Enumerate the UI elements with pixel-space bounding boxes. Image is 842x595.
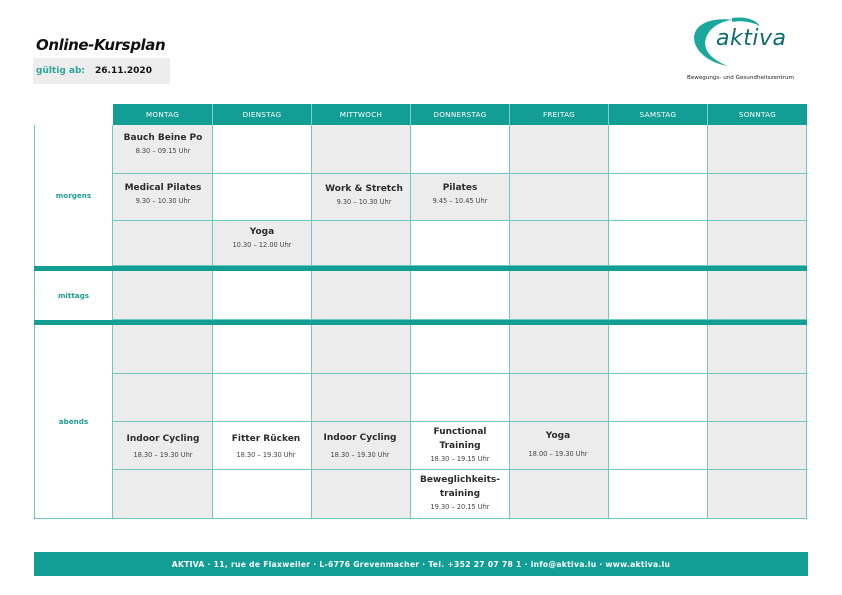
course-time: 18.30 – 19.30 Uhr xyxy=(236,451,296,459)
course-thursday-2 xyxy=(433,181,488,206)
schedule-cell xyxy=(708,374,807,422)
schedule-cell xyxy=(708,271,807,320)
schedule-cell xyxy=(113,271,213,320)
day-header-friday: FREITAG xyxy=(510,104,609,125)
schedule-cell xyxy=(708,422,807,470)
schedule-cell xyxy=(708,221,807,266)
schedule-cell xyxy=(312,470,411,519)
schedule-cell xyxy=(510,125,609,174)
course-monday-1 xyxy=(124,131,203,156)
schedule-cell xyxy=(708,125,807,174)
schedule-cell xyxy=(708,470,807,519)
course-monday-evening xyxy=(127,432,200,460)
day-header-thursday: DONNERSTAG xyxy=(411,104,510,125)
course-thursday-evening xyxy=(430,426,489,464)
day-header-monday: MONTAG xyxy=(113,104,213,125)
course-tuesday-evening xyxy=(232,432,300,460)
schedule-cell xyxy=(510,470,609,519)
course-time: 18.30 – 19.15 Uhr xyxy=(430,455,490,463)
schedule-cell xyxy=(510,221,609,266)
schedule-cell xyxy=(213,325,312,374)
course-time: 9.45 – 10.45 Uhr xyxy=(432,197,488,205)
course-name: Indoor Cycling xyxy=(126,434,200,444)
valid-from-date: 26.11.2020 xyxy=(95,66,152,76)
schedule-cell xyxy=(609,374,708,422)
course-thursday-late xyxy=(420,474,500,512)
day-header-tuesday: DIENSTAG xyxy=(213,104,312,125)
course-time: 9.30 – 10.30 Uhr xyxy=(135,197,191,205)
course-name: Medical Pilates xyxy=(124,183,202,193)
course-time: 19.30 – 20.15 Uhr xyxy=(430,503,490,511)
period-label-morning: morgens xyxy=(34,125,113,266)
footer-contact: AKTIVA · 11, rue de Flaxweiler · L-6776 Grevenmacher · Tel. +352 27 07 78 1 · info@aktiva.lu · www.aktiva.lu xyxy=(34,552,808,576)
course-friday-evening xyxy=(528,429,587,459)
schedule-cell xyxy=(213,374,312,422)
course-time: 18.00 – 19.30 Uhr xyxy=(528,450,588,458)
schedule-cell xyxy=(609,125,708,174)
course-time: 8.30 – 09.15 Uhr xyxy=(135,147,191,155)
schedule-cell xyxy=(510,325,609,374)
course-name: Yoga xyxy=(249,227,275,237)
schedule-cell xyxy=(113,221,213,266)
schedule-cell xyxy=(510,271,609,320)
course-name-line-1: Beweglichkeits- xyxy=(419,475,501,485)
schedule-cell xyxy=(609,174,708,221)
course-tuesday-3 xyxy=(232,225,291,250)
course-wednesday-2 xyxy=(325,182,403,207)
course-name: Yoga xyxy=(545,431,571,441)
course-name-line-2: training xyxy=(439,489,481,499)
schedule-cell xyxy=(213,125,312,174)
day-header-saturday: SAMSTAG xyxy=(609,104,708,125)
page-title: Online-Kursplan xyxy=(36,36,166,54)
schedule-cell xyxy=(213,174,312,221)
schedule-cell xyxy=(708,325,807,374)
course-time: 18.30 – 19.30 Uhr xyxy=(330,451,390,459)
schedule-cell xyxy=(213,470,312,519)
schedule-cell xyxy=(411,374,510,422)
schedule-cell xyxy=(312,271,411,320)
course-name: Work & Stretch xyxy=(325,184,403,194)
period-label-evening: abends xyxy=(34,325,113,519)
schedule-cell xyxy=(609,470,708,519)
valid-from-box xyxy=(33,58,170,84)
valid-from-label: gültig ab: xyxy=(36,66,86,76)
schedule-cell xyxy=(609,325,708,374)
logo-tagline: Bewegungs- und Gesundheitszentrum xyxy=(687,75,795,81)
schedule-cell xyxy=(510,374,609,422)
schedule-cell xyxy=(312,325,411,374)
course-time: 10.30 – 12.00 Uhr xyxy=(232,241,292,249)
schedule-cell xyxy=(312,221,411,266)
course-name: Bauch Beine Po xyxy=(123,133,203,143)
day-header-wednesday: MITTWOCH xyxy=(312,104,411,125)
day-header-sunday: SONNTAG xyxy=(708,104,807,125)
logo-wordmark: aktiva xyxy=(716,26,787,51)
schedule-cell xyxy=(312,125,411,174)
schedule-cell xyxy=(411,325,510,374)
schedule-cell xyxy=(312,374,411,422)
schedule-cell xyxy=(113,470,213,519)
course-name: Fitter Rücken xyxy=(231,434,301,444)
course-name-line-1: Functional xyxy=(433,427,487,437)
schedule-cell xyxy=(113,325,213,374)
period-label-midday: mittags xyxy=(34,271,113,320)
schedule-cell xyxy=(609,271,708,320)
schedule-cell xyxy=(609,422,708,470)
schedule-cell xyxy=(113,374,213,422)
schedule-cell xyxy=(609,221,708,266)
course-wednesday-evening xyxy=(324,431,397,460)
schedule-cell xyxy=(411,271,510,320)
schedule-cell xyxy=(213,271,312,320)
course-name: Pilates xyxy=(442,183,478,193)
schedule-cell xyxy=(411,221,510,266)
course-name: Indoor Cycling xyxy=(323,433,397,443)
schedule-cell xyxy=(510,174,609,221)
course-time: 18.30 – 19.30 Uhr xyxy=(133,451,193,459)
schedule-cell xyxy=(708,174,807,221)
course-name-line-2: Training xyxy=(439,441,481,451)
schedule-cell xyxy=(411,125,510,174)
course-monday-2 xyxy=(125,181,202,206)
course-time: 9.30 – 10.30 Uhr xyxy=(336,198,392,206)
